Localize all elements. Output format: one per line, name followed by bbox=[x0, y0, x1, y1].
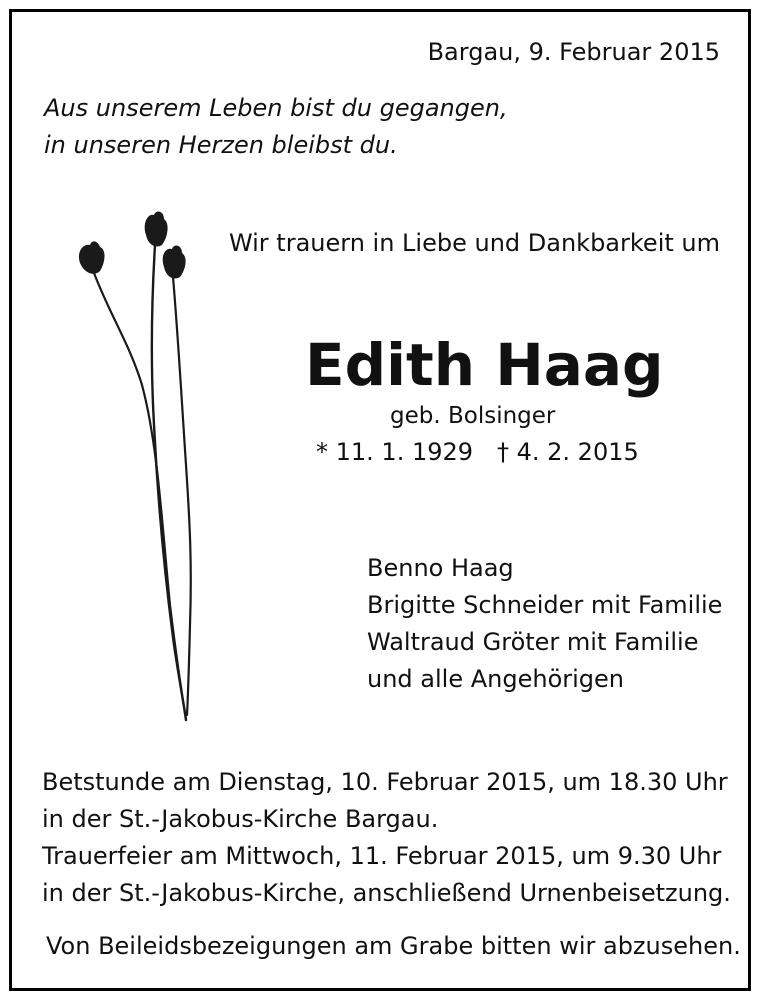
mourners-list bbox=[367, 556, 722, 704]
mourner-item: Brigitte Schneider mit Familie bbox=[367, 591, 723, 619]
motto-line-1: Aus unserem Leben bist du gegangen, bbox=[44, 94, 508, 122]
mourner-item: und alle Angehörigen bbox=[367, 665, 624, 693]
mourner-item: Benno Haag bbox=[367, 554, 514, 582]
mourner-item: Waltraud Gröter mit Familie bbox=[367, 628, 699, 656]
service-details bbox=[42, 770, 731, 918]
service-line: Trauerfeier am Mittwoch, 11. Februar 2015, um 9.30 Uhr bbox=[42, 842, 722, 870]
service-line: Betstunde am Dienstag, 10. Februar 2015, um 18.30 Uhr bbox=[42, 768, 728, 796]
maiden-name: geb. Bolsinger bbox=[390, 403, 556, 429]
tulip-stems-illustration-icon bbox=[70, 205, 210, 725]
place-date: Bargau, 9. Februar 2015 bbox=[427, 38, 720, 66]
motto-line-2: in unseren Herzen bleibst du. bbox=[44, 131, 398, 159]
closing-note: Von Beileidsbezeigungen am Grabe bitten wir abzusehen. bbox=[46, 932, 741, 960]
deceased-name: Edith Haag bbox=[305, 331, 664, 399]
death-date: † 4. 2. 2015 bbox=[497, 438, 639, 466]
service-line: in der St.-Jakobus-Kirche, anschließend Urnenbeisetzung. bbox=[42, 879, 731, 907]
intro-text: Wir trauern in Liebe und Dankbarkeit um bbox=[228, 229, 720, 257]
service-line: in der St.-Jakobus-Kirche Bargau. bbox=[42, 805, 439, 833]
birth-date: * 11. 1. 1929 bbox=[316, 438, 474, 466]
